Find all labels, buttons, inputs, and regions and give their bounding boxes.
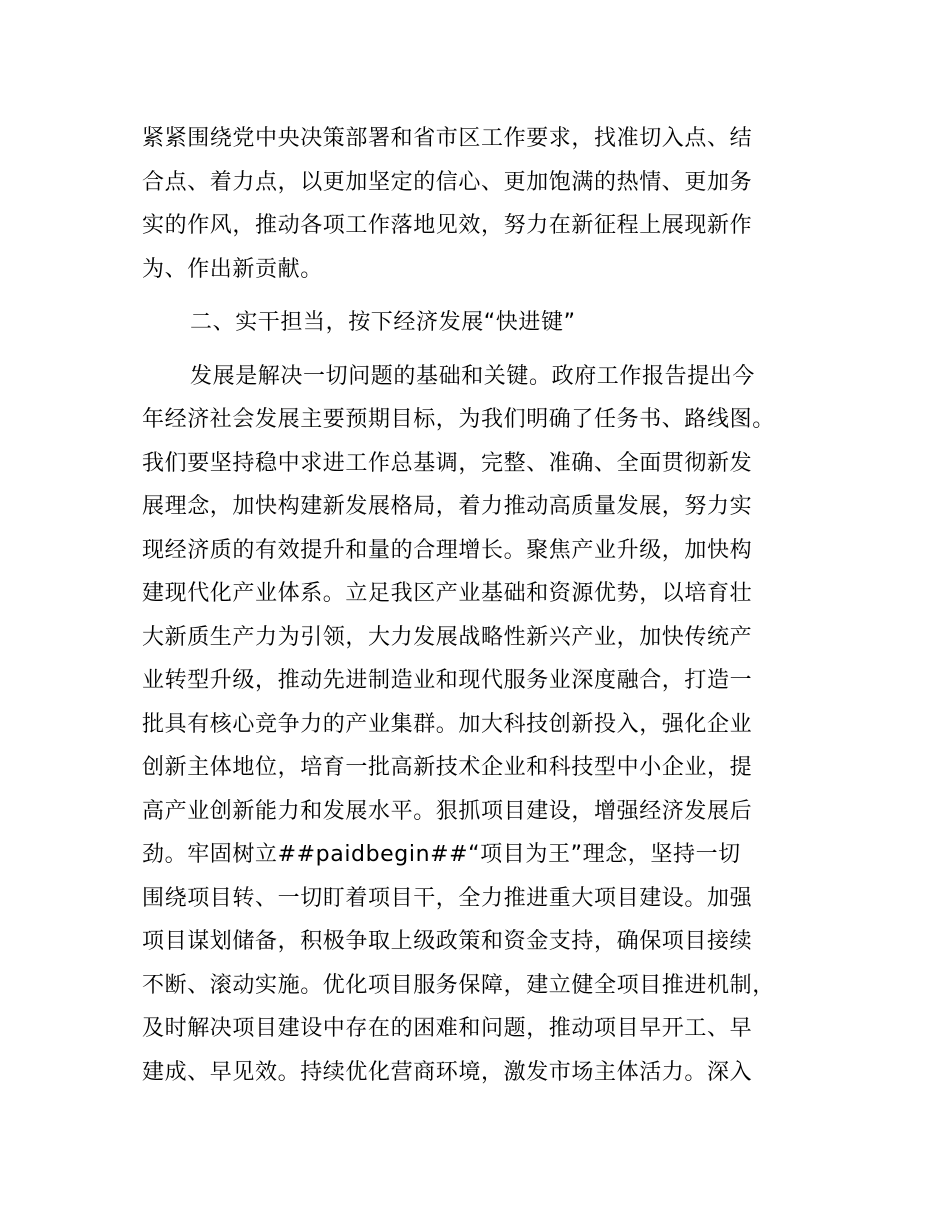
section-heading-2 (142, 301, 832, 345)
text-line: 围绕项目转、一切盯着项目干，全力推进重大项目建设。加强 (142, 885, 753, 911)
text-line: 业转型升级，推动先进制造业和现代服务业深度融合，打造一 (142, 668, 753, 693)
text-line: 创新主体地位，培育一批高新技术企业和科技型中小企业，提 (142, 755, 753, 780)
text-line: 合点、着力点，以更加坚定的信心、更加饱满的热情、更加务 (142, 169, 753, 195)
section-heading-text: 二、实干担当，按下经济发展“快进键” (190, 310, 576, 335)
text-line: 项目谋划储备，积极争取上级政策和资金支持，确保项目接续 (142, 929, 753, 954)
text-line: 高产业创新能力和发展水平。狠抓项目建设，增强经济发展后 (142, 798, 753, 824)
text-line: 不断、滚动实施。优化项目服务保障，建立健全项目推进机制， (142, 972, 775, 998)
document-body (142, 117, 832, 1094)
text-line: 实的作风，推动各项工作落地见效，努力在新征程上展现新作 (142, 213, 753, 238)
text-line: 及时解决项目建设中存在的困难和问题，推动项目早开工、早 (142, 1016, 753, 1041)
text-line: 建成、早见效。持续优化营商环境，激发市场主体活力。深入 (142, 1059, 753, 1085)
text-line: 劲。牢固树立##paidbegin##“项目为王”理念，坚持一切 (142, 842, 741, 867)
text-line: 大新质生产力为引领，大力发展战略性新兴产业，加快传统产 (142, 624, 753, 650)
paragraph-spacer (142, 345, 832, 355)
text-line: 展理念，加快构建新发展格局，着力推动高质量发展，努力实 (142, 494, 753, 519)
text-line: 建现代化产业体系。立足我区产业基础和资源优势，以培育壮 (142, 581, 753, 606)
paragraph-spacer (142, 291, 832, 301)
text-line: 发展是解决一切问题的基础和关键。政府工作报告提出今 (190, 363, 756, 389)
text-line: 批具有核心竞争力的产业集群。加大科技创新投入，强化企业 (142, 711, 753, 737)
text-line: 紧紧围绕党中央决策部署和省市区工作要求，找准切入点、结 (142, 126, 753, 151)
text-line: 现经济质的有效提升和量的合理增长。聚焦产业升级，加快构 (142, 537, 753, 563)
text-line: 年经济社会发展主要预期目标，为我们明确了任务书、路线图。 (142, 407, 775, 432)
text-line: 为、作出新贡献。 (142, 256, 323, 282)
paragraph-1 (142, 117, 832, 291)
paragraph-2 (142, 355, 832, 1095)
text-line: 我们要坚持稳中求进工作总基调，完整、准确、全面贯彻新发 (142, 450, 753, 476)
